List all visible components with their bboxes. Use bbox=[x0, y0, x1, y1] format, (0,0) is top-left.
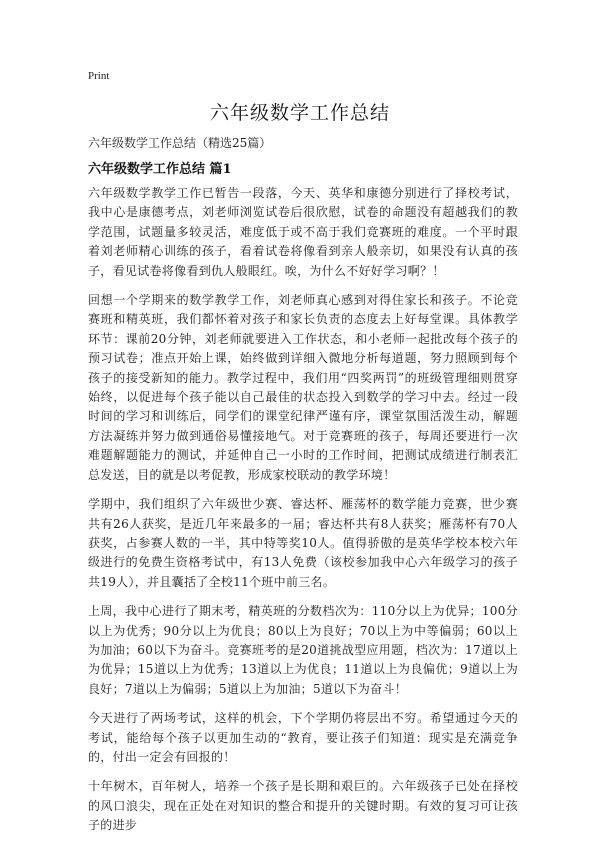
article-body bbox=[88, 184, 518, 846]
print-link[interactable]: Print bbox=[88, 70, 110, 82]
paragraph-5: 今天进行了两场考试，这样的机会，下个学期仍将层出不穷。希望通过今天的考试，能给每个孩子以更加生动的“教育，要让孩子们知道：现实是充满竞争的，付出一定会有回报的！ bbox=[88, 711, 518, 764]
paragraph-1: 六年级数学教学工作已暂告一段落，今天、英华和康德分别进行了择校考试，我中心是康德考点，刘老师浏览试卷后很欣慰，试卷的命题没有超越我们的教学范围，试题量多较灵活，难度低于或不高于我们竞赛班的难度。一个平时跟着刘老师精心训练的孩子，看着试卷将像看到亲人般亲切，如果没有认真的孩子，看见试卷将像看到仇人般眼红。唉，为什么不好好学习啊？！ bbox=[88, 186, 518, 278]
document-subtitle: 六年级数学工作总结（精选25篇） bbox=[88, 136, 272, 150]
page-title: 六年级数学工作总结 bbox=[209, 102, 390, 124]
paragraph-4: 上周，我中心进行了期末考，精英班的分数档次为：110分以上为优异；100分以上为优秀；90分以上为优良；80以上为良好；70以上为中等偏弱；60以上为加油；60以下为奋斗。竞赛班考的是20道挑战型应用题，档次为：17道以上为优异；15道以上为优秀；13道以上为优良；11道以上为良偏优；9道以上为良好；7道以上为偏弱；5道以上为加油；5道以下为奋斗！ bbox=[88, 604, 518, 696]
paragraph-2: 回想一个学期来的数学教学工作，刘老师真心感到对得住家长和孩子。不论竞赛班和精英班，我们都怀着对孩子和家长负责的态度去上好每堂课。具体教学环节：课前20分钟，刘老师就要进入工作状态，和小老师一起批改每个孩子的预习试卷；准点开始上课，始终做到详细入微地分析每道题，努力照顾到每个孩子的接受新知的能力。教学过程中，我们用“四奖两罚”的班级管理细则贯穿始终，以促进每个孩子能以自己最佳的状态投入到数学的学习中去。经过一段时间的学习和训练后，同学们的课堂纪律严谨有序，课堂氛围活泼生动，解题方法凝练并努力做到通俗易懂接地气。对于竞赛班的孩子，每周还要进行一次难题解题能力的测试，并延伸自己一小时的工作时间，把测试成绩进行制表汇总发送，目的就是以考促教，形成家校联动的教学环境！ bbox=[88, 293, 518, 482]
paragraph-6: 十年树木，百年树人，培养一个孩子是长期和艰巨的。六年级孩子已处在择校的风口浪尖，现在正处在对知识的整合和提升的关键时期。有效的复习可让孩子的进步 bbox=[88, 779, 518, 833]
paragraph-3: 学期中，我们组织了六年级世少赛、睿达杯、雁荡杯的数学能力竞赛，世少赛共有26人获奖，是近几年来最多的一届；睿达杯共有8人获奖；雁荡杯有70人获奖，占参赛人数的一半，其中特等奖10人。值得骄傲的是英华学校本校六年级进行的免费生资格考试中，有13人免费（该校参加我中心六年级学习的孩子共19人），并且囊括了全校11个班中前三名。 bbox=[88, 497, 518, 589]
section-heading: 六年级数学工作总结 篇1 bbox=[88, 162, 232, 177]
